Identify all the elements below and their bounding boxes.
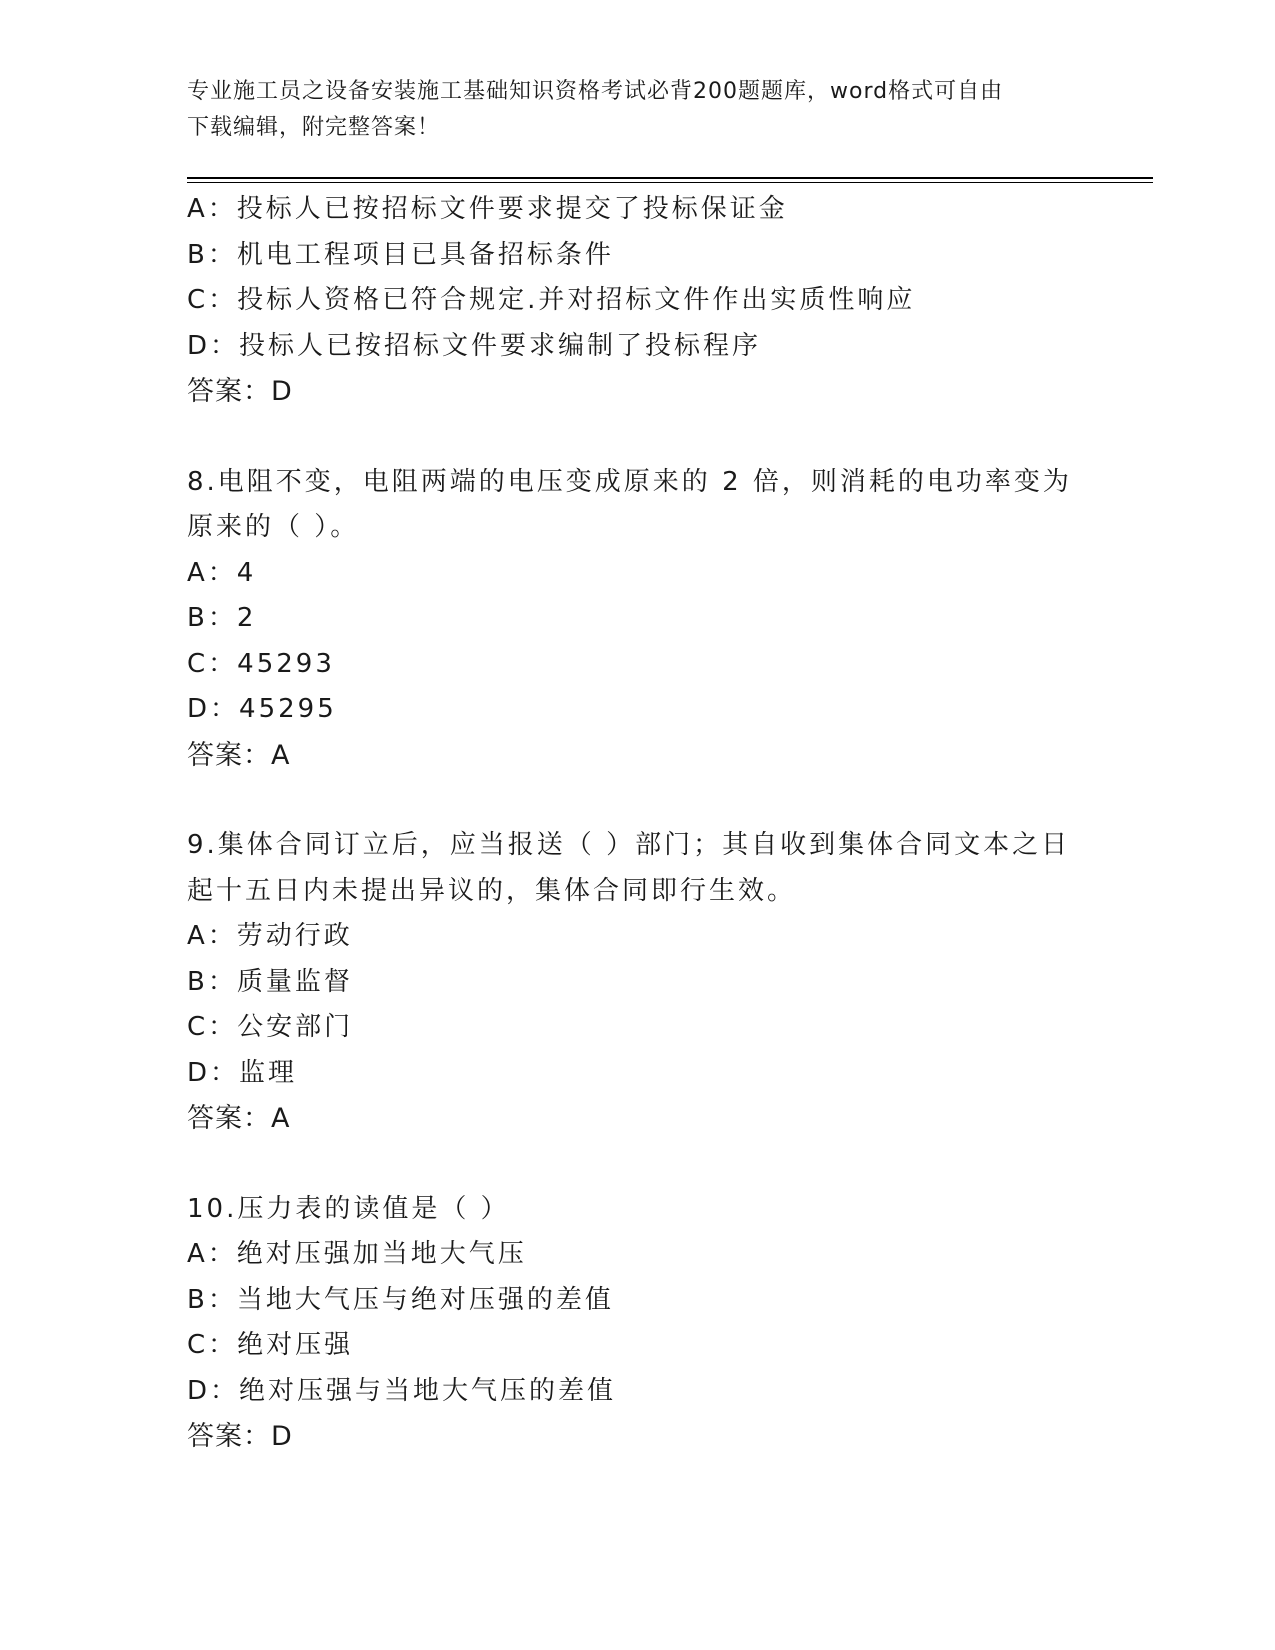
header-divider-thin — [187, 182, 1153, 183]
header-title-line-1: 专业施工员之设备安装施工基础知识资格考试必背200题题库，word格式可自由 — [187, 79, 1004, 104]
answer-line: 答案：D — [187, 376, 293, 407]
option-c: C：绝对压强 — [187, 1330, 354, 1360]
option-b: B：机电工程项目已具备招标条件 — [187, 239, 614, 270]
document-header — [187, 74, 1067, 146]
option-c: C：45293 — [187, 648, 335, 679]
header-title-line-2: 下载编辑，附完整答案！ — [187, 115, 441, 140]
answer-line: 答案：D — [187, 1421, 293, 1452]
option-d: D：投标人已按招标文件要求编制了投标程序 — [187, 330, 762, 361]
option-a: A：劳动行政 — [187, 921, 353, 951]
question-text-line-1: 10.压力表的读值是（ ） — [187, 1193, 510, 1224]
option-d: D：绝对压强与当地大气压的差值 — [187, 1375, 617, 1406]
question-block-8 — [187, 460, 1107, 779]
question-text-line-2: 原来的（ ）。 — [187, 512, 360, 542]
spacer — [187, 778, 1107, 823]
question-text-line-1: 8.电阻不变，电阻两端的电压变成原来的 2 倍，则消耗的电功率变为 — [187, 466, 1072, 497]
option-b: B：当地大气压与绝对压强的差值 — [187, 1284, 614, 1315]
option-a: A：4 — [187, 557, 257, 588]
option-a: A：投标人已按招标文件要求提交了投标保证金 — [187, 194, 788, 224]
option-b: B：2 — [187, 603, 257, 633]
question-block-9 — [187, 823, 1107, 1142]
option-c: C：公安部门 — [187, 1012, 354, 1042]
answer-line: 答案：A — [187, 1103, 291, 1134]
header-divider — [187, 177, 1153, 179]
answer-line: 答案：A — [187, 739, 291, 771]
question-block-10 — [187, 1187, 1107, 1460]
question-block-7 — [187, 187, 1107, 415]
option-a: A：绝对压强加当地大气压 — [187, 1239, 527, 1269]
question-text-line-1: 9.集体合同订立后，应当报送（ ）部门；其自收到集体合同文本之日 — [187, 830, 1071, 860]
option-d: D：45295 — [187, 694, 337, 724]
question-text-line-2: 起十五日内未提出异议的，集体合同即行生效。 — [187, 875, 797, 906]
option-b: B：质量监督 — [187, 966, 353, 997]
option-d: D：监理 — [187, 1057, 298, 1088]
spacer — [187, 415, 1107, 460]
spacer — [187, 1142, 1107, 1187]
option-c: C：投标人资格已符合规定.并对招标文件作出实质性响应 — [187, 285, 916, 315]
question-content — [187, 187, 1107, 1460]
